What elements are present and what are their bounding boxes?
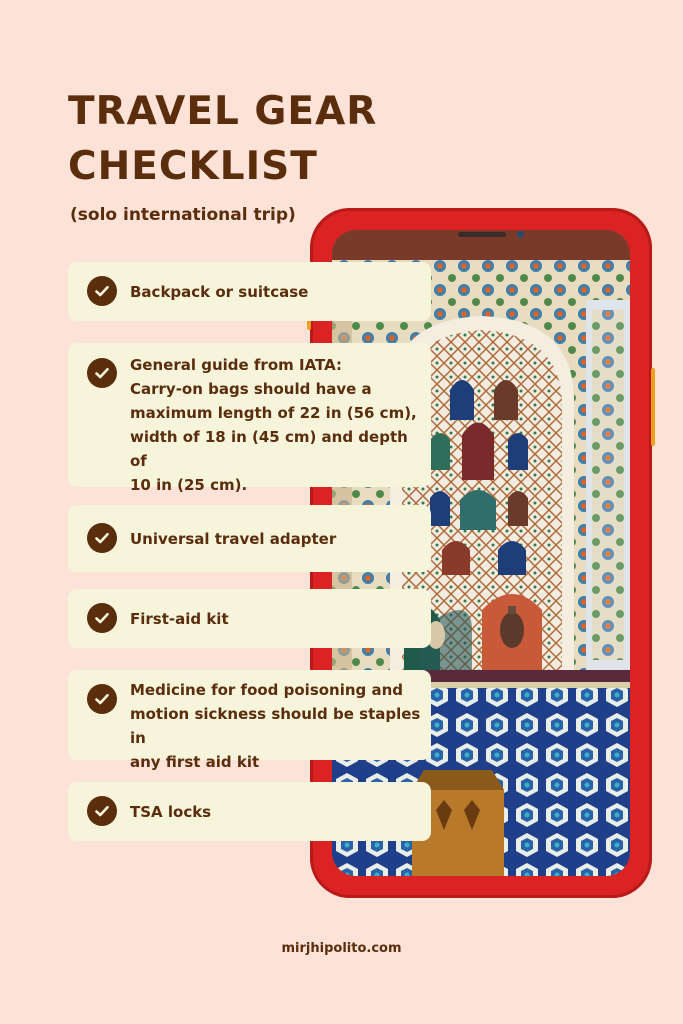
checklist-item-label [130, 678, 423, 774]
checkmark-icon [87, 358, 117, 388]
footer-website: mirjhipolito.com [281, 941, 402, 956]
checklist-item-tsa-locks [68, 782, 431, 841]
checklist-item-label: TSA locks [130, 802, 212, 821]
page-title: TRAVEL GEAR CHECKLIST [68, 89, 378, 189]
phone-speaker [458, 232, 506, 237]
checklist-item-line: Carry-on bags should have a [130, 380, 372, 398]
checkmark-icon [87, 796, 117, 826]
checklist-item-first-aid [68, 589, 431, 648]
page-subtitle: (solo international trip) [70, 205, 296, 225]
checklist-item-line: any first aid kit [130, 753, 260, 771]
checklist-item-line: motion sickness should be staples in [130, 705, 421, 747]
checklist-item-iata-guide [68, 343, 431, 494]
checklist-item-line: width of 18 in (45 cm) and depth of [130, 428, 408, 470]
checkmark-icon [87, 523, 117, 553]
checklist-item-adapter [68, 505, 431, 572]
checklist-item-label: First-aid kit [130, 609, 229, 628]
checklist-item-medicine [68, 670, 431, 771]
checklist-item-line: 10 in (25 cm). [130, 476, 248, 494]
checklist-item-backpack [68, 262, 431, 321]
phone-side-button [651, 368, 655, 446]
checkmark-icon [87, 684, 117, 714]
checklist-item-label [130, 353, 423, 497]
checkmark-icon [87, 276, 117, 306]
checklist-item-label: Universal travel adapter [130, 529, 337, 548]
checklist-item-label: Backpack or suitcase [130, 282, 309, 301]
checkmark-icon [87, 603, 117, 633]
phone-camera [517, 231, 524, 238]
checklist-item-line: General guide from IATA: [130, 356, 342, 374]
checklist-item-line: Medicine for food poisoning and [130, 681, 404, 699]
checklist-item-line: maximum length of 22 in (56 cm), [130, 404, 417, 422]
phone-left-button [307, 320, 311, 330]
